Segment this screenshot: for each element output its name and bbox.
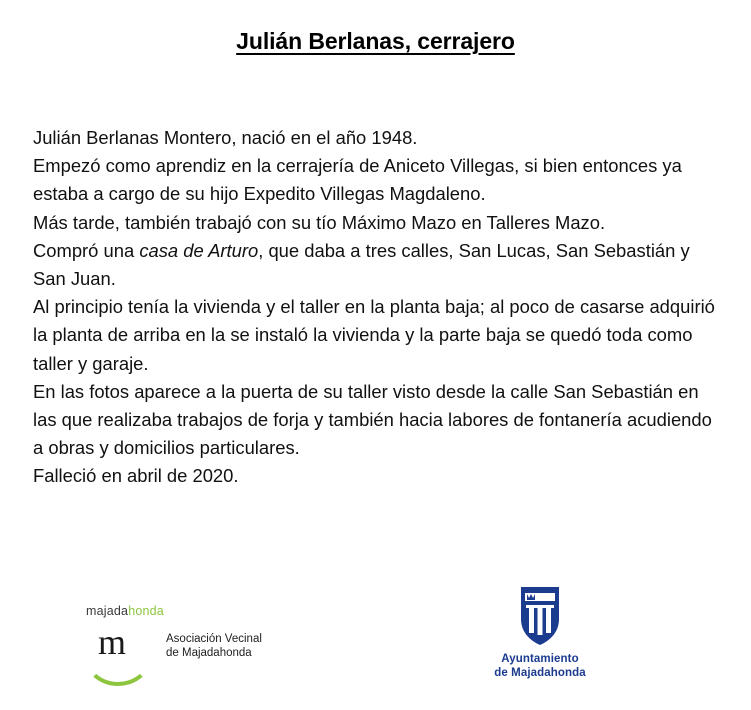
city-council-name: [480, 653, 600, 680]
city-council-line2: de Majadahonda: [494, 666, 586, 679]
shield-icon: [517, 585, 563, 647]
association-name: [166, 632, 262, 660]
paragraph-4-before: Compró una: [33, 239, 140, 261]
paragraph-6: En las fotos aparece a la puerta de su taller visto desde la calle San Sebastián en las que realizaba trabajos de forja y también hacia labores de fontanería acudiendo a obras y domicilios particulares.: [33, 380, 712, 459]
paragraph-1: Julián Berlanas Montero, nació en el año 1948.: [33, 127, 418, 148]
paragraph-4-italic: casa de Arturo: [139, 239, 259, 261]
document-body: [33, 124, 723, 491]
city-council-line1: Ayuntamiento: [501, 653, 579, 665]
paragraph-7: Falleció en abril de 2020.: [33, 465, 239, 487]
association-mark-letter: m: [98, 622, 127, 662]
association-name-line1: Asociación Vecinal: [166, 633, 262, 645]
association-logo: [78, 604, 338, 684]
wordmark-honda: honda: [128, 604, 164, 618]
paragraph-5: Al principio tenía la vivienda y el taller en la planta baja; al poco de casarse adquirió la planta de arriba en la se instaló la vivienda y la parte baja se quedó toda como taller y garaje.: [33, 296, 715, 374]
paragraph-3: Más tarde, también trabajó con su tío Máximo Mazo en Talleres Mazo.: [33, 211, 606, 233]
paragraph-2: Empezó como aprendiz en la cerrajería de Aniceto Villegas, si bien entonces ya estaba a cargo de su hijo Expedito Villegas Magdaleno.: [33, 155, 682, 205]
association-mark-icon: [84, 622, 154, 682]
city-council-logo: [480, 585, 600, 690]
association-wordmark: [86, 604, 164, 618]
paragraph-4: [33, 237, 723, 293]
association-name-line2: de Majadahonda: [166, 647, 252, 659]
page-title: Julián Berlanas, cerrajero: [236, 28, 515, 54]
association-smile-icon: [84, 652, 152, 686]
wordmark-majada: majada: [86, 604, 129, 618]
paragraph-4-after: , que daba a tres calles, San Lucas, San Sebastián y San Juan.: [33, 239, 690, 290]
